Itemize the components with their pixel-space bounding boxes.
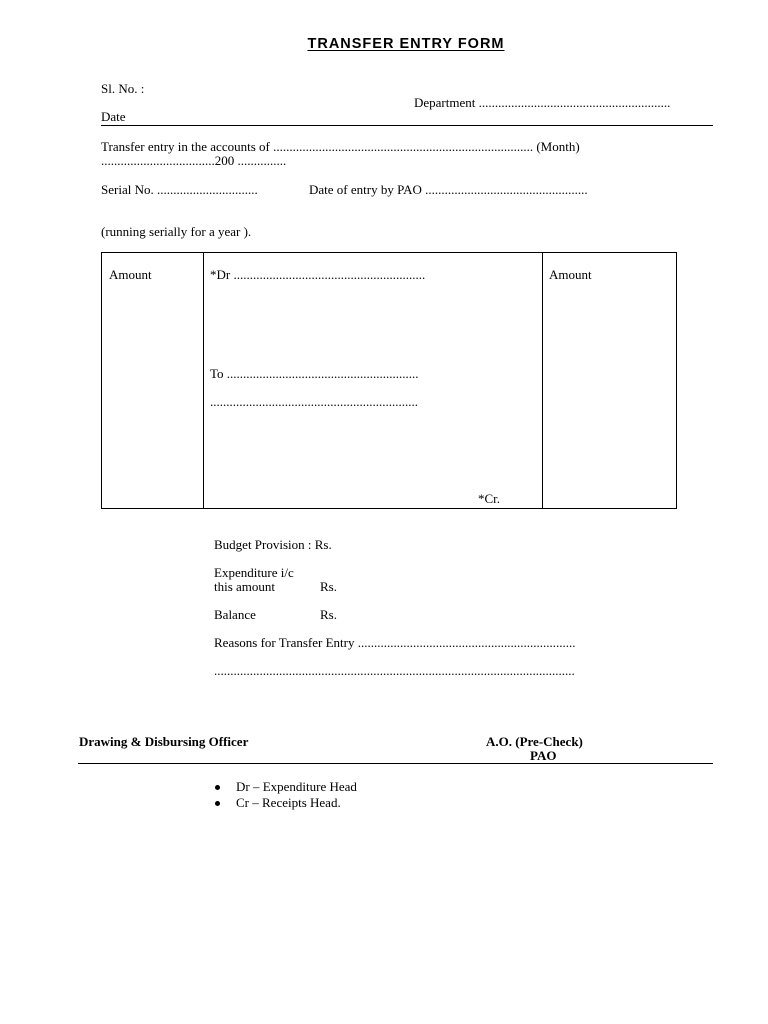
expenditure-label: Expenditure i/c [214,565,294,580]
table-column-divider [203,253,204,508]
expenditure-rs-field: Rs. [320,579,337,594]
list-item [215,795,357,811]
signature-divider [78,763,713,764]
header-divider [101,125,713,126]
form-title: TRANSFER ENTRY FORM [307,36,505,52]
to-field: To ........................................................... [210,366,419,381]
list-item [215,779,357,795]
amount-right-header: Amount [549,267,592,282]
bullet-icon [215,801,220,806]
note-text: Cr – Receipts Head. [236,795,341,810]
transfer-entry-year-line: ...................................200 ............... [101,153,287,168]
table-column-divider [542,253,543,508]
credit-label: *Cr. [478,491,501,506]
reasons-field: Reasons for Transfer Entry ................................................................... [214,635,576,650]
running-serially-note: (running serially for a year ). [101,224,252,239]
entry-table [101,252,677,509]
amount-left-header: Amount [109,267,152,282]
serial-number-label: Sl. No. : [101,81,145,96]
date-of-entry-field: Date of entry by PAO .................................................. [309,182,588,197]
note-text: Dr – Expenditure Head [236,779,357,794]
date-label: Date [101,109,126,124]
ao-signature-label: A.O. (Pre-Check) [486,734,583,749]
transfer-entry-line: Transfer entry in the accounts of ................................................................................ (Month) [101,139,580,154]
pao-signature-label: PAO [530,748,557,763]
notes-list [215,779,357,811]
expenditure-amount-label: this amount [214,579,276,594]
budget-provision-field: Budget Provision : Rs. [214,537,332,552]
serial-no-field: Serial No. ............................... [101,182,258,197]
department-field: Department ........................................................... [414,95,671,110]
reasons-continuation-field: ............................................................................................................... [214,663,575,678]
ddo-signature-label: Drawing & Disbursing Officer [79,734,249,749]
to-continuation-field: ................................................................ [210,394,418,409]
balance-rs-field: Rs. [320,607,337,622]
balance-label: Balance [214,607,256,622]
bullet-icon [215,785,220,790]
debit-field: *Dr ........................................................... [210,267,426,282]
